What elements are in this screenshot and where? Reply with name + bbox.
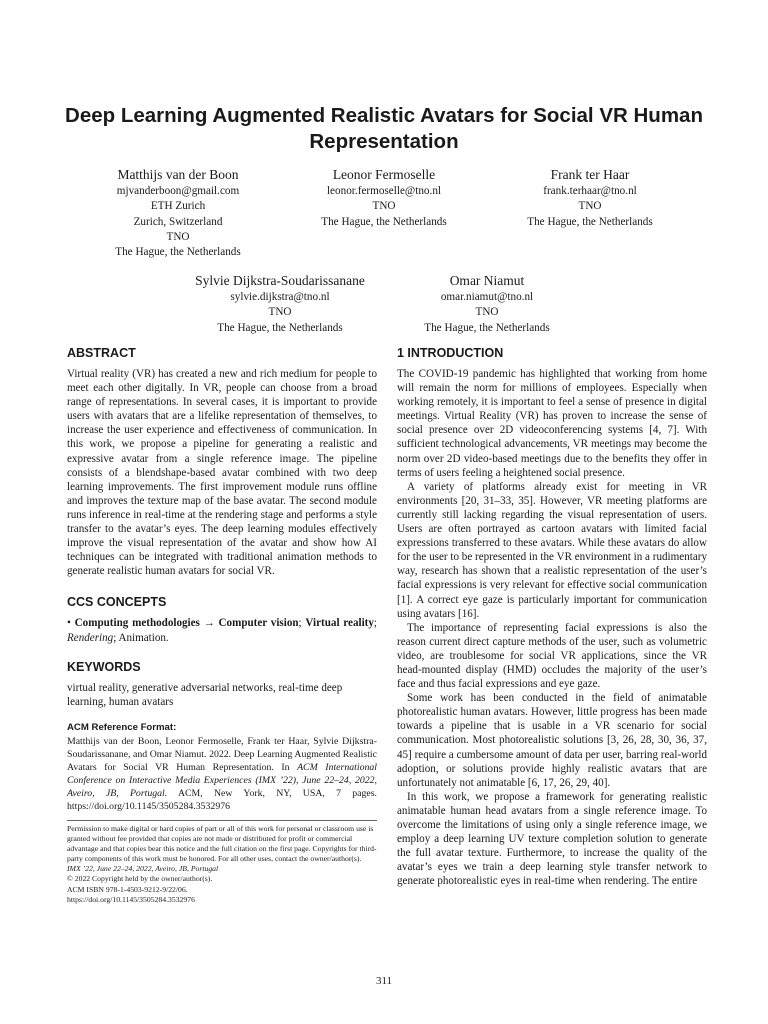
doi-link[interactable]: https://doi.org/10.1145/3505284.3532976 <box>67 894 195 904</box>
intro-paragraph: The importance of representing facial expressions is also the reason current direct capture methods of the user, such as volumetric video, are troublesome for social VR applications, since the VR head-mounted display (HMD) occludes the majority of the user’s face and thus facial expressions and eye gaze. <box>397 621 707 691</box>
author-block <box>357 272 617 336</box>
acm-reference-heading: ACM Reference Format: <box>67 721 177 733</box>
author-affiliation: ETH Zurich <box>150 200 206 213</box>
intro-paragraph: In this work, we propose a framework for generating realistic animatable human head avatars from a single reference image. To overcome the limitations of using only a single reference image, we employ a deep learning UV texture completion solution to generate the full avatar texture. Furthermore, to increase the quality of the avatar’s eyes we train a deep learning style transfer network to generate photorealistic eyes in real-time when rendering. The entire <box>397 790 707 888</box>
author-affiliation: The Hague, the Netherlands <box>424 321 550 334</box>
author-affiliation: The Hague, the Netherlands <box>527 215 653 228</box>
author-name: Matthijs van der Boon <box>117 167 239 182</box>
author-email: frank.terhaar@tno.nl <box>543 185 637 197</box>
author-name: Sylvie Dijkstra-Soudarissanane <box>195 273 365 288</box>
page-number: 311 <box>375 975 393 987</box>
author-email: omar.niamut@tno.nl <box>440 291 534 303</box>
author-email: leonor.fermoselle@tno.nl <box>326 185 442 197</box>
introduction-heading: 1 INTRODUCTION <box>397 346 504 360</box>
author-affiliation: TNO <box>475 306 499 319</box>
ccs-separator: ; <box>373 617 377 630</box>
acm-reference-text <box>67 735 377 813</box>
author-affiliation: Zurich, Switzerland <box>133 215 223 228</box>
ccs-concept: ; Animation. <box>113 631 169 644</box>
ccs-heading: CCS CONCEPTS <box>67 595 167 610</box>
abstract-heading: ABSTRACT <box>67 346 136 360</box>
isbn-line: ACM ISBN 978-1-4503-9212-9/22/06. <box>67 884 188 894</box>
intro-paragraph: The COVID-19 pandemic has highlighted that working from home will remain the norm for millions of employees. Especially when working remotely, it is important to feel a sense of presence in digital meetings. Virtual Reality (VR) has proven to increase the sense of social presence over 2D videoconferencing systems [4, 7]. With sufficient technological advancements, VR meetings may become the norm over 2D video-based meetings due to the benefits they offer in terms of users feeling a heightened social presence. <box>397 368 707 479</box>
acm-reference-citation: Matthijs van der Boon, Leonor Fermoselle, Frank ter Haar, Sylvie Dijkstra-Soudarissanane, and Omar Niamut. 2022. Deep Learning Augmented Realistic Avatars for Social VR Human Representation. In <box>67 735 377 773</box>
author-affiliation: The Hague, the Netherlands <box>115 246 241 259</box>
left-column <box>67 345 377 813</box>
acm-reference <box>67 721 377 813</box>
author-affiliation: The Hague, the Netherlands <box>321 215 447 228</box>
author-name: Frank ter Haar <box>550 167 630 182</box>
keywords-heading: KEYWORDS <box>67 659 141 674</box>
author-affiliation: The Hague, the Netherlands <box>217 321 343 334</box>
acm-reference-venue: ACM International Conference on Interactive Media Experiences (IMX ’22), June 22–24, 2022, Aveiro, JB, Portugal. <box>67 761 377 799</box>
author-name: Omar Niamut <box>449 273 525 288</box>
author-affiliation: TNO <box>268 306 292 319</box>
ccs-concept: Computing methodologies → Computer vision <box>74 617 299 630</box>
right-column <box>397 345 707 888</box>
permission-venue <box>67 864 377 874</box>
author-affiliation: TNO <box>166 230 190 243</box>
ccs-concept: Virtual reality <box>305 617 374 630</box>
ccs-separator: ; <box>298 617 306 630</box>
page-title: Deep Learning Augmented Realistic Avatars for Social VR Human Representation <box>65 104 703 153</box>
ccs-bullet: • <box>67 617 71 630</box>
author-email: mjvanderboon@gmail.com <box>116 185 240 197</box>
permission-text: Permission to make digital or hard copies of part or all of this work for personal or classroom use is granted without fee provided that copies are not made or distributed for profit or commercial advantage and that copies bear this notice and the full citation on the first page. Copyrights for third-party components of this work must be honored. For all other uses, contact the owner/author(s). <box>67 824 377 864</box>
venue-line: IMX ’22, June 22–24, 2022, Aveiro, JB, Portugal <box>67 864 219 874</box>
copyright-line: © 2022 Copyright held by the owner/author(s). <box>67 874 213 884</box>
author-affiliation: TNO <box>578 200 602 213</box>
acm-reference-doi: ACM, New York, NY, USA, 7 pages. https://doi.org/10.1145/3505284.3532976 <box>67 787 377 812</box>
ccs-concept: Rendering <box>67 631 114 644</box>
author-block <box>460 166 720 230</box>
author-name: Leonor Fermoselle <box>332 167 436 182</box>
ccs-text <box>67 616 377 644</box>
abstract-text: Virtual reality (VR) has created a new and rich medium for people to meet each other digitally. In VR, people can choose from a broad range of representations. In several cases, it is important to provide users with avatars that are a lifelike representation of themselves, to increase the user experience and effectiveness of communication. In this work, we propose a pipeline for generating a realistic and expressive avatar from a single reference image. The pipeline consists of a blendshape-based avatar combined with two deep learning improvements. The first improvement module runs offline and improves the texture map of the base avatar. The second module runs inference in real-time at the rendering stage and performs a style transfer to the avatar’s eyes. The deep learning modules effectively improve the visual representation of the avatar and show how AI techniques can be integrated with traditional animation methods to generate realistic human avatars for social VR. <box>67 368 377 578</box>
author-email: sylvie.dijkstra@tno.nl <box>230 291 330 303</box>
intro-paragraph: A variety of platforms already exist for meeting in VR environments [20, 31–33, 35]. However, VR meeting platforms are currently still lacking regarding the visual representation of users. Users are often portrayed as cartoon avatars with limited facial expressions transferred to these avatars. While these avatars do allow for the user to be represented in the VR environment in a rudimentary way, research has shown that a realistic representation of the user’s facial expressions is very relevant for effective social communication [1]. A correct eye gaze is particularly important for communication using avatars [16]. <box>397 480 707 620</box>
author-affiliation: TNO <box>372 200 396 213</box>
permission-notice <box>67 820 377 905</box>
keywords-text: virtual reality, generative adversarial networks, real-time deep learning, human avatars <box>67 681 343 708</box>
intro-paragraph: Some work has been conducted in the field of animatable photorealistic human avatars. However, little progress has been made towards a pipeline that is usable in a VR scenario for social communication. Most photorealistic solutions [3, 26, 28, 30, 36, 37, 45] require a cumbersome amount of data per user, barring real-world adoption, or solutions provide highly realistic avatars that are unfortunately not animatable [6, 17, 26, 29, 40]. <box>397 692 707 789</box>
